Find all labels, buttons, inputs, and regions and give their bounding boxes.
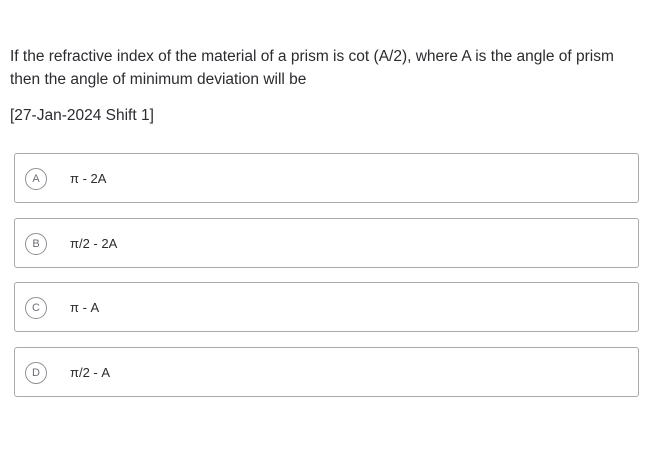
option-a-letter-badge: A [25,168,47,190]
option-a-text: π - 2A [70,171,107,186]
option-c-text: π - A [70,300,100,315]
option-b-letter-badge: B [25,233,47,255]
question-text: If the refractive index of the material of a prism is cot (A/2), where A is the angle of prism then the angle of minimum deviation will be [10,48,614,88]
question-source: [27-Jan-2024 Shift 1] [10,107,154,124]
option-d[interactable] [14,347,639,397]
option-a[interactable] [14,153,639,203]
option-d-letter-badge: D [25,362,47,384]
option-b[interactable] [14,218,639,268]
option-c[interactable] [14,282,639,332]
option-c-letter-badge: C [25,297,47,319]
option-b-text: π/2 - 2A [70,236,118,251]
option-d-text: π/2 - A [70,365,111,380]
